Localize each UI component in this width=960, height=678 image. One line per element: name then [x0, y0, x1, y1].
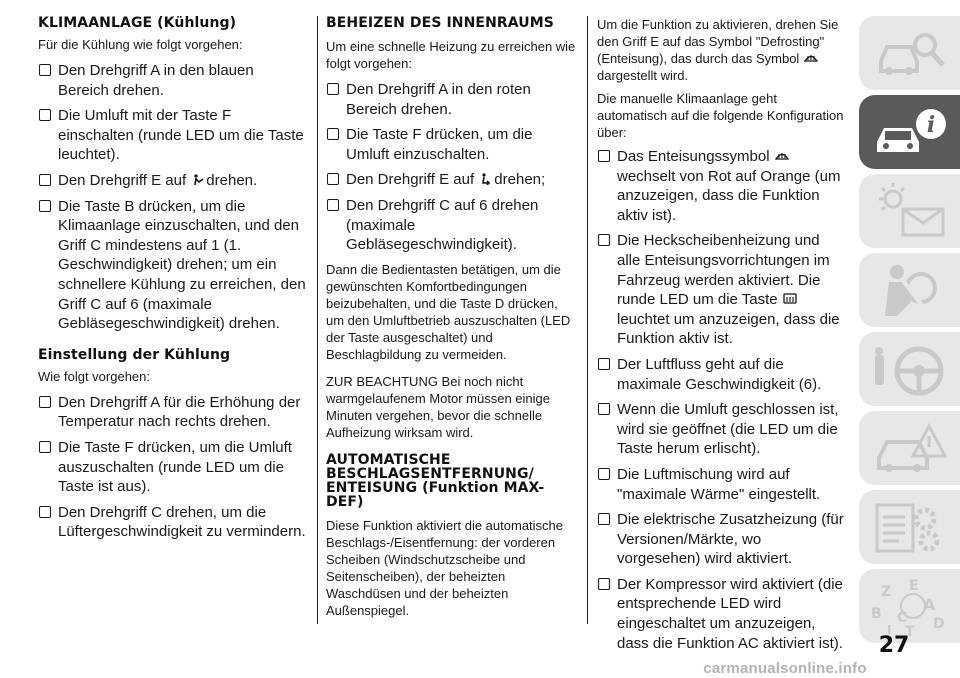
comfort-note: Dann die Bedientasten betätigen, um die gewünschten Komfortbedingungen beizubehalten, und die Taste D drücken, um den Umluftbetrieb auszuschalten (LED der Taste ausgeschaltet) und Beschlagbildung zu vermeiden.: [326, 261, 571, 362]
activation-text: Um die Funktion zu aktivieren, drehen Sie den Griff E auf das Symbol "Defrosting" (Enteisung), das durch das Symbol dargestellt wird.: [597, 17, 839, 83]
einstellung-steps: [38, 393, 308, 542]
column-divider-2: [587, 16, 588, 624]
list-item: Der Luftfluss geht auf die maximale Geschwindigkeit (6).: [597, 355, 847, 394]
heating-steps: [326, 80, 578, 255]
defrost-icon: [804, 51, 818, 64]
list-item: Die elektrische Zusatzheizung (für Versionen/Märkte, wo vorgesehen) wird aktiviert.: [597, 510, 847, 569]
list-item: Die Taste F drücken, um die Umluft auszuschalten (runde LED um die Taste ist aus).: [38, 438, 308, 497]
page-number: 27: [878, 633, 910, 658]
tab-driving[interactable]: [859, 332, 960, 406]
checkbox-bullet-icon: [598, 358, 610, 370]
checkbox-bullet-icon: [39, 174, 51, 186]
svg-text:i: i: [926, 112, 936, 138]
checkbox-bullet-icon: [598, 403, 610, 415]
airbag-icon: [867, 258, 953, 322]
svg-text:D: D: [933, 616, 945, 632]
list-item: Den Drehgriff C auf 6 drehen (maximale Gebläsegeschwindigkeit).: [326, 196, 578, 255]
cooling-steps: [38, 61, 308, 334]
svg-text:E: E: [909, 578, 919, 594]
list-item: Die Taste F drücken, um die Umluft einzuschalten.: [326, 125, 578, 164]
list-item: Den Drehgriff A für die Erhöhung der Temperatur nach rechts drehen.: [38, 393, 308, 432]
tab-maintenance[interactable]: [859, 490, 960, 564]
checkbox-bullet-icon: [39, 506, 51, 518]
column-cooling: [38, 16, 308, 548]
floor-air-icon: [479, 172, 493, 185]
air-distribution-icon: [191, 173, 205, 186]
list-item: Die Heckscheibenheizung und alle Enteisungsvorrichtungen im Fahrzeug werden aktiviert. Die runde LED um die Taste leuchtet um anzuzeigen, dass die Funktion aktiv ist.: [597, 231, 847, 349]
tab-lights[interactable]: [859, 174, 960, 248]
intro-einstellung: Wie folgt vorgehen:: [38, 368, 151, 384]
breakdown-icon: [867, 416, 953, 480]
list-item: Den Drehgriff A in den blauen Bereich drehen.: [38, 61, 308, 100]
checkbox-bullet-icon: [39, 200, 51, 212]
checkbox-bullet-icon: [327, 199, 339, 211]
checkbox-bullet-icon: [598, 513, 610, 525]
car-info-icon: [867, 100, 953, 164]
list-item: Die Umluft mit der Taste F einschalten (runde LED um die Taste leuchtet).: [38, 106, 308, 165]
column-heating: [326, 16, 578, 627]
rear-window-heater-icon: [783, 292, 797, 305]
svg-text:T: T: [905, 624, 915, 638]
column-divider-1: [317, 16, 318, 624]
steering-wheel-icon: [867, 337, 953, 401]
car-search-icon: [867, 21, 953, 85]
checkbox-bullet-icon: [598, 578, 610, 590]
tab-emergency[interactable]: [859, 411, 960, 485]
heading-beheizen: BEHEIZEN DES INNENRAUMS: [326, 15, 554, 31]
checkbox-bullet-icon: [598, 234, 610, 246]
svg-text:B: B: [871, 606, 882, 622]
checkbox-bullet-icon: [39, 396, 51, 408]
intro-heating: Um eine schnelle Heizung zu erreichen wie folgt vorgehen:: [326, 39, 576, 71]
list-item: Die Taste B drücken, um die Klimaanlage einzuschalten, und den Griff C mindestens auf 1 (1. Geschwindigkeit) drehen; um ein schnellere Kühlung zu erreichen, den Griff C auf 6 (maximale Gebläsegeschwindigkeit) drehen.: [38, 197, 308, 334]
svg-text:C: C: [897, 610, 908, 626]
list-item: Das Enteisungssymbol wechselt von Rot auf Orange (um anzuzeigen, dass die Funktion aktiv ist).: [597, 147, 847, 225]
svg-text:A: A: [923, 595, 936, 614]
checkbox-bullet-icon: [327, 173, 339, 185]
checkbox-bullet-icon: [327, 83, 339, 95]
list-item: Die Luftmischung wird auf "maximale Wärme" eingestellt.: [597, 465, 847, 504]
list-item: Den Drehgriff E auf drehen;: [326, 170, 578, 190]
checkbox-bullet-icon: [327, 128, 339, 140]
checkbox-bullet-icon: [39, 441, 51, 453]
heading-max-def: AUTOMATISCHE BESCHLAGSENTFERNUNG/ ENTEISUNG (Funktion MAX-DEF): [326, 451, 545, 510]
tab-safety[interactable]: [859, 253, 960, 327]
warning-note: ZUR BEACHTUNG Bei noch nicht warmgelaufenem Motor müssen einige Minuten vergehen, bevor die schnelle Aufheizung wirksam wird.: [326, 373, 550, 440]
index-icon: [867, 574, 953, 638]
list-item: Wenn die Umluft geschlossen ist, wird sie geöffnet (die LED um die Taste herum erlischt).: [597, 400, 847, 459]
defrost-effects: [597, 147, 847, 653]
defrost-icon: [775, 149, 789, 162]
list-item: Den Drehgriff E auf drehen.: [38, 171, 308, 191]
checkbox-bullet-icon: [598, 468, 610, 480]
list-item: Den Drehgriff A in den roten Bereich drehen.: [326, 80, 578, 119]
checkbox-bullet-icon: [598, 150, 610, 162]
watermark: carmanualsonline.info: [703, 660, 867, 677]
column-defrost: [597, 16, 847, 659]
checkbox-bullet-icon: [39, 109, 51, 121]
list-item: Den Drehgriff C drehen, um die Lüftergeschwindigkeit zu vermindern.: [38, 503, 308, 542]
max-def-description: Diese Funktion aktiviert die automatische Beschlags-/Eisentfernung: der vorderen Scheiben (Windschutzscheibe und Seitenscheiben), der beheizten Waschdüsen und der beheizten Außenspiegel.: [326, 517, 564, 618]
svg-text:I: I: [887, 623, 892, 637]
list-item: Der Kompressor wird aktiviert (die entsprechende LED wird eingeschaltet um anzuzeigen, dass die Funktion AC aktiviert ist).: [597, 575, 847, 653]
tab-car-overview[interactable]: [859, 16, 960, 90]
heading-einstellung: Einstellung der Kühlung: [38, 346, 231, 363]
svg-text:Z: Z: [881, 584, 892, 600]
lights-icon: [867, 179, 953, 243]
heading-klimaanlage: KLIMAANLAGE (Kühlung): [38, 15, 237, 31]
configuration-intro: Die manuelle Klimaanlage geht automatisch auf die folgende Konfiguration über:: [597, 91, 844, 140]
service-icon: [867, 495, 953, 559]
checkbox-bullet-icon: [39, 64, 51, 76]
tab-car-info[interactable]: [859, 95, 960, 169]
intro-cooling: Für die Kühlung wie folgt vorgehen:: [38, 37, 243, 52]
tab-index[interactable]: [859, 569, 960, 643]
chapter-sidebar: [859, 16, 960, 638]
